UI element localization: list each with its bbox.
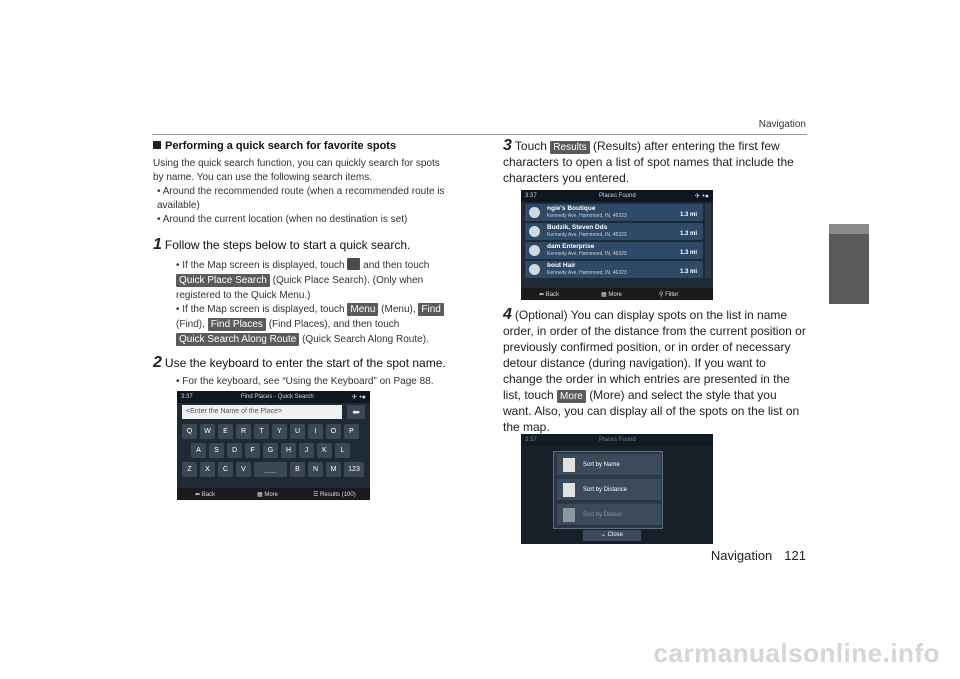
sort-by-name-label: Sort by Name <box>583 462 620 468</box>
key[interactable]: X <box>200 462 215 477</box>
sort-time: 3:37 <box>525 437 537 443</box>
step-1-bullet-1-mid: and then touch <box>363 260 430 271</box>
step-1-heading <box>153 236 410 254</box>
place-distance: 1.3 mi <box>679 250 697 256</box>
step-2-number: 2 <box>153 354 162 371</box>
document-icon <box>563 483 575 497</box>
place-category-icon <box>529 207 540 218</box>
space-key[interactable]: ___ <box>254 462 287 477</box>
find-button-label: Find <box>418 303 443 316</box>
sort-options-screenshot <box>521 434 713 544</box>
list-item[interactable] <box>525 242 703 259</box>
key[interactable]: V <box>236 462 251 477</box>
key[interactable]: Y <box>272 424 287 439</box>
quick-place-search-button-label: Quick Place Search <box>176 274 270 287</box>
menu-button-label: Menu <box>347 303 378 316</box>
kbd-more-label: More <box>264 492 279 498</box>
step-3-number: 3 <box>503 137 512 154</box>
section-heading <box>153 140 396 152</box>
search-item-2-text: Around the current location (when no destination is set) <box>162 214 408 225</box>
status-icon: ✈ •● <box>351 394 366 401</box>
sort-close-button[interactable] <box>583 530 641 541</box>
document-icon <box>563 508 575 522</box>
more-button-label: More <box>557 390 586 403</box>
list-scrollbar[interactable] <box>705 204 711 278</box>
place-distance: 1.3 mi <box>679 269 697 275</box>
place-category-icon <box>529 245 540 256</box>
key[interactable]: I <box>308 424 323 439</box>
sort-by-name-option[interactable] <box>557 454 661 476</box>
step-1-bullet-2-pre: If the Map screen is displayed, touch <box>182 304 345 315</box>
step-4-text-b: (More) and select the style that you want. Also, you can display all of the spots on the list on the map. <box>503 388 800 434</box>
chapter-side-tab-accent <box>829 224 869 234</box>
search-item-1-text: Around the recommended route (when a recommended route is available) <box>157 186 445 211</box>
place-address: Kennedy Ave, Hammond, IN, 46323 <box>547 251 627 257</box>
kbd-back-button[interactable] <box>195 491 215 498</box>
sort-by-detour-option[interactable] <box>557 504 661 526</box>
step-2-bullet: • For the keyboard, see “Using the Keyboard” on Page 88. <box>176 376 434 387</box>
sort-by-distance-label: Sort by Distance <box>583 487 628 493</box>
find-places-button-label: Find Places <box>208 318 266 331</box>
key[interactable]: D <box>227 443 242 458</box>
list-back-label: Back <box>545 292 560 298</box>
kbd-title: Find Places - Quick Search <box>241 394 314 400</box>
key[interactable]: F <box>245 443 260 458</box>
list-filter-label: Filter <box>665 292 679 298</box>
chapter-side-tab <box>829 224 869 304</box>
list-filter-button[interactable] <box>659 291 678 298</box>
kbd-back-label: Back <box>201 492 216 498</box>
key[interactable]: C <box>218 462 233 477</box>
key[interactable]: J <box>299 443 314 458</box>
list-icon: ☰ <box>313 492 321 498</box>
find-places-label-text: (Find Places), and then touch <box>268 319 400 330</box>
sort-topbar <box>521 434 713 446</box>
header-section-title: Navigation <box>758 119 806 130</box>
square-bullet-icon <box>153 141 161 149</box>
key[interactable]: M <box>326 462 341 477</box>
kbd-results-label: Results (100) <box>320 492 356 498</box>
kbd-more-button[interactable] <box>257 491 278 498</box>
key[interactable]: P <box>344 424 359 439</box>
list-item[interactable] <box>525 223 703 240</box>
key[interactable]: A <box>191 443 206 458</box>
place-category-icon <box>529 226 540 237</box>
quick-search-along-route-button-label: Quick Search Along Route <box>176 333 299 346</box>
kbd-bottombar <box>177 488 370 500</box>
section-heading-text: Performing a quick search for favorite spots <box>165 140 397 152</box>
kbd-topbar <box>177 391 370 403</box>
find-label-text: (Find), <box>176 319 205 330</box>
step-1-bullet-2: • If the Map screen is displayed, touch Menu (Menu), Find (Find), Find Places (Find Places), and then touch Quick Search Along Route (Quick Search Along Route). <box>176 302 456 347</box>
chevron-down-icon: ⌄ <box>600 532 608 538</box>
step-1-bullet-1-post: (Quick Place Search). (Only when registered to the Quick Menu.) <box>176 275 424 301</box>
step-3-pre: Touch <box>514 139 547 153</box>
key[interactable]: W <box>200 424 215 439</box>
step-2-heading <box>153 354 446 372</box>
intro-paragraph: Using the quick search function, you can quickly search for spots by name. You can use the following search items. <box>153 158 440 183</box>
keyboard-screenshot <box>177 391 370 500</box>
key[interactable]: E <box>218 424 233 439</box>
list-item[interactable] <box>525 261 703 278</box>
step-4-text-a: (Optional) You can display spots on the list in name order, in order of the distance from the current position or previously confirmed position, or in order of necessary detour distance (during navigation). If you want to change the order in which entries are presented in the list, touch <box>503 308 806 402</box>
status-icon: ✈ •● <box>694 193 709 200</box>
place-name: Budzik, Steven Dds <box>547 224 608 231</box>
key[interactable]: H <box>281 443 296 458</box>
page-footer <box>699 548 806 563</box>
step-2-text: Use the keyboard to enter the start of the spot name. <box>164 356 446 370</box>
place-distance: 1.3 mi <box>679 231 697 237</box>
place-address: Kennedy Ave, Hammond, IN, 46323 <box>547 270 627 276</box>
place-name: bout Hair <box>547 262 576 269</box>
step-1-bullet-1: • If the Map screen is displayed, touch and then touch Quick Place Search (Quick Place Search). (Only when registered to the Quick Menu.) <box>176 260 430 301</box>
sort-close-label: Close <box>607 532 624 538</box>
place-name: dam Enterprise <box>547 243 595 250</box>
key[interactable]: Q <box>182 424 197 439</box>
page-number: 121 <box>784 548 806 563</box>
search-item-1: • Around the recommended route (when a recommended route is available) <box>157 186 445 211</box>
quick-menu-icon <box>347 258 360 270</box>
list-time: 3:37 <box>525 193 537 199</box>
step-4-number: 4 <box>503 306 512 323</box>
list-topbar <box>521 190 713 202</box>
kbd-results-button[interactable] <box>313 491 356 498</box>
list-bottombar <box>521 288 713 300</box>
key[interactable]: U <box>290 424 305 439</box>
kbd-time: 3:37 <box>181 394 193 400</box>
document-icon <box>563 458 575 472</box>
places-found-screenshot <box>521 190 713 300</box>
key[interactable]: L <box>335 443 350 458</box>
backspace-icon[interactable]: ⬅ <box>347 405 365 419</box>
back-arrow-icon: ⬅ <box>539 292 546 298</box>
step-3-paragraph <box>503 138 808 186</box>
list-more-button[interactable] <box>601 291 622 298</box>
list-back-button[interactable] <box>539 291 559 298</box>
step-3-text: (Results) after entering the first few characters to open a list of spot names that include the characters you entered. <box>503 139 794 185</box>
grid-icon: ▦ <box>601 292 609 298</box>
key[interactable]: S <box>209 443 224 458</box>
menu-label-text: (Menu), <box>381 304 416 315</box>
search-input[interactable]: <Enter the Name of the Place> <box>182 405 342 419</box>
key[interactable]: Z <box>182 462 197 477</box>
place-address: Kennedy Ave, Hammond, IN, 46323 <box>547 232 627 238</box>
place-address: Kennedy Ave, Hammond, IN, 46323 <box>547 213 627 219</box>
sort-by-detour-label: Sort by Detour <box>583 512 622 518</box>
footer-section: Navigation <box>710 548 773 563</box>
step-2-bullet-text: For the keyboard, see “Using the Keyboard” on Page 88. <box>182 376 434 387</box>
sort-by-distance-option[interactable] <box>557 479 661 501</box>
step-1-number: 1 <box>153 236 162 253</box>
list-item[interactable] <box>525 204 703 221</box>
list-title: Places Found <box>599 193 636 199</box>
place-name: ngie's Boutique <box>547 205 596 212</box>
results-button-label: Results <box>550 141 589 154</box>
key[interactable]: T <box>254 424 269 439</box>
header-divider <box>152 134 807 135</box>
step-1-text: Follow the steps below to start a quick search. <box>164 238 411 252</box>
key[interactable]: B <box>290 462 305 477</box>
numeric-key[interactable]: 123 <box>344 462 364 477</box>
list-more-label: More <box>608 292 623 298</box>
search-item-2: • Around the current location (when no destination is set) <box>157 214 408 225</box>
quick-search-along-route-label-text: (Quick Search Along Route). <box>302 334 429 345</box>
place-category-icon <box>529 264 540 275</box>
key[interactable]: N <box>308 462 323 477</box>
key[interactable]: O <box>326 424 341 439</box>
sort-title: Places Found <box>599 437 636 443</box>
key[interactable]: G <box>263 443 278 458</box>
grid-icon: ▦ <box>257 492 265 498</box>
step-1-bullet-1-pre: If the Map screen is displayed, touch <box>182 260 345 271</box>
place-distance: 1.3 mi <box>679 212 697 218</box>
key[interactable]: R <box>236 424 251 439</box>
search-icon: ⚲ <box>659 292 666 298</box>
key[interactable]: K <box>317 443 332 458</box>
back-arrow-icon: ⬅ <box>195 492 202 498</box>
watermark: carmanualsonline.info <box>653 638 940 668</box>
step-4-paragraph <box>503 307 808 435</box>
